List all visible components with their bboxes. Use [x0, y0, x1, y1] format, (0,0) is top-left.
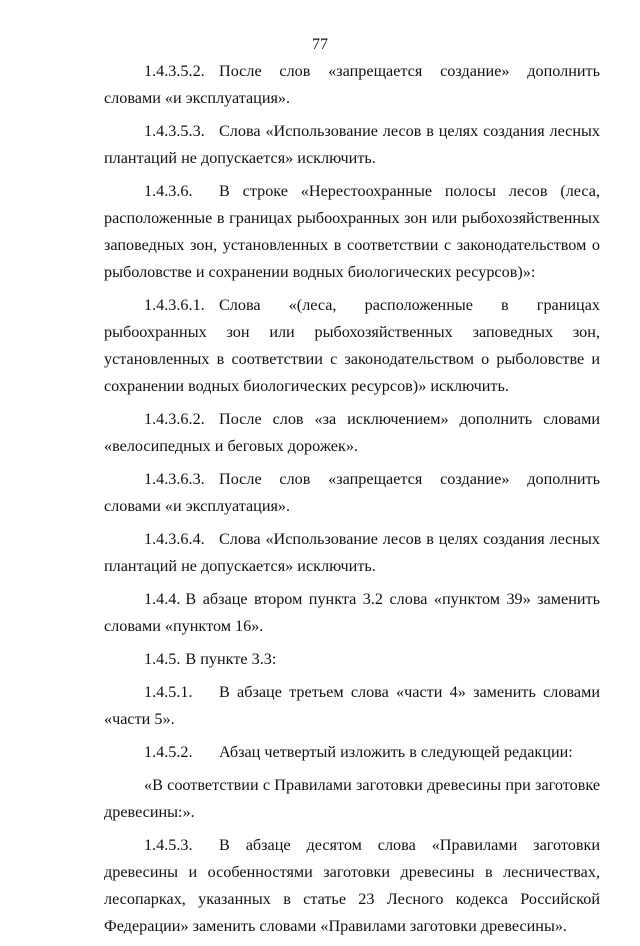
paragraph-1-4-3-5-2 — [104, 58, 600, 112]
paragraph-1-4-3-6-1 — [104, 292, 600, 400]
paragraph-1-4-3-5-3 — [104, 118, 600, 172]
clause-text: В абзаце десятом слова «Правилами заготовки древесины и особенностями заготовки древесины в лесничествах, лесопарках, указанных в статье 23 Лесного кодекса Российской Федерации» заменить словами «Правилами заготовки древесины». — [104, 836, 600, 935]
clause-text: «В соответствии с Правилами заготовки древесины при заготовке древесины:». — [104, 776, 600, 821]
clause-number: 1.4.5.3. — [144, 836, 193, 854]
paragraph-1-4-4 — [104, 586, 600, 640]
clause-text: Слова «(леса, расположенные в границах рыбоохранных зон или рыбохозяйственных заповедных зон, установленных в соответствии с законодательством о рыболовстве и сохранении водных биологических ресурсов)» исключить. — [104, 296, 600, 395]
clause-number: 1.4.5.1. — [144, 683, 193, 701]
clause-number: 1.4.3.6. — [144, 182, 193, 200]
clause-number: 1.4.3.6.4. — [144, 530, 205, 548]
clause-number: 1.4.3.5.3. — [144, 122, 205, 140]
clause-number: 1.4.5. — [144, 650, 181, 668]
paragraph-1-4-5-3 — [104, 832, 600, 940]
clause-number: 1.4.3.6.1. — [144, 296, 205, 314]
clause-number: 1.4.4. — [144, 590, 181, 608]
clause-text: В строке «Нерестоохранные полосы лесов (леса, расположенные в границах рыбоохранных зон или рыбохозяйственных заповедных зон, установленных в соответствии с законодательством о рыболовстве и сохранении водных биологических ресурсов)»: — [104, 182, 600, 281]
document-body — [104, 58, 600, 946]
paragraph-1-4-3-6-4 — [104, 526, 600, 580]
clause-number: 1.4.5.2. — [144, 743, 193, 761]
clause-text: Слова «Использование лесов в целях создания лесных плантаций не допускается» исключить. — [104, 530, 600, 575]
page-number: 77 — [312, 36, 328, 53]
clause-number: 1.4.3.5.2. — [144, 62, 205, 80]
paragraph-1-4-5-1 — [104, 679, 600, 733]
paragraph-1-4-3-6 — [104, 178, 600, 286]
paragraph-1-4-5-2 — [104, 739, 600, 766]
clause-number: 1.4.3.6.3. — [144, 470, 205, 488]
paragraph-1-4-3-6-3 — [104, 466, 600, 520]
clause-text: После слов «запрещается создание» дополнить словами «и эксплуатация». — [104, 470, 600, 515]
clause-text: Абзац четвертый изложить в следующей редакции: — [219, 743, 573, 761]
clause-text: После слов «запрещается создание» дополнить словами «и эксплуатация». — [104, 62, 600, 107]
clause-number: 1.4.3.6.2. — [144, 410, 205, 428]
paragraph-quote — [104, 772, 600, 826]
clause-text: После слов «за исключением» дополнить словами «велосипедных и беговых дорожек». — [104, 410, 600, 455]
paragraph-1-4-3-6-2 — [104, 406, 600, 460]
clause-text: В пункте 3.3: — [185, 650, 277, 668]
clause-text: В абзаце втором пункта 3.2 слова «пунктом 39» заменить словами «пунктом 16». — [104, 590, 600, 635]
clause-text: В абзаце третьем слова «части 4» заменить словами «части 5». — [104, 683, 600, 728]
clause-text: Слова «Использование лесов в целях создания лесных плантаций не допускается» исключить. — [104, 122, 600, 167]
paragraph-1-4-5 — [104, 646, 600, 673]
